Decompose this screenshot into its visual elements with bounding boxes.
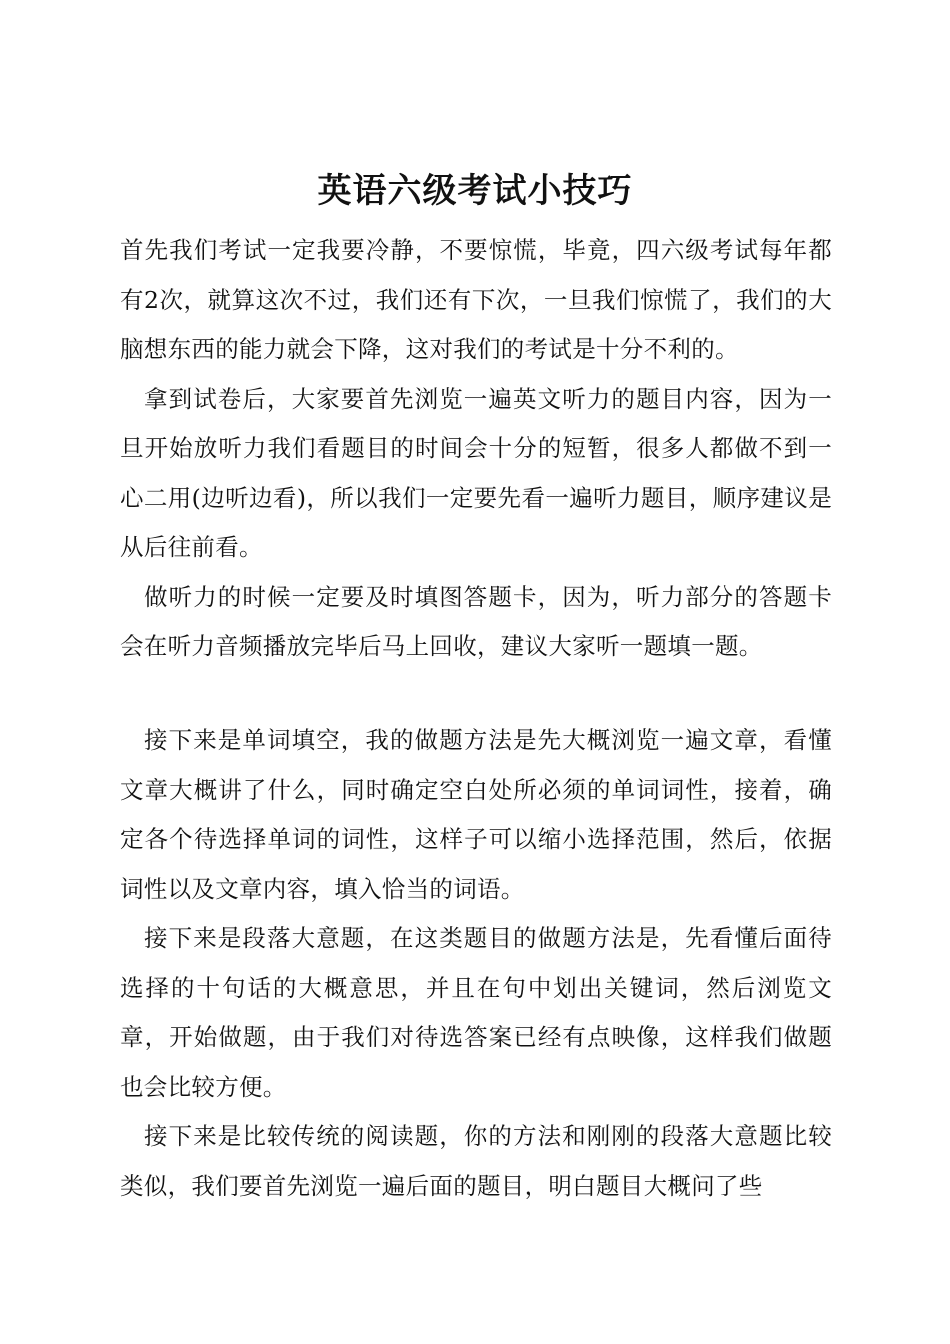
body-block-2 [120, 716, 832, 1211]
document-title: 英语六级考试小技巧 [317, 170, 633, 211]
body-block-1 [120, 226, 832, 672]
paragraph-calm: 首先我们考试一定我要冷静，不要惊慌，毕竟，四六级考试每年都有2次，就算这次不过，我们还有下次，一旦我们惊慌了，我们的大脑想东西的能力就会下降，这对我们的考试是十分不利的。 [120, 236, 832, 363]
paragraph-word-fill: 接下来是单词填空，我的做题方法是先大概浏览一遍文章，看懂文章大概讲了什么，同时确定空白处所必须的单词词性，接着，确定各个待选择单词的词性，这样子可以缩小选择范围，然后，依据词性以及文章内容，填入恰当的词语。 [120, 726, 832, 903]
paragraph-listening-preview: 拿到试卷后，大家要首先浏览一遍英文听力的题目内容，因为一旦开始放听力我们看题目的时间会十分的短暂，很多人都做不到一心二用(边听边看)，所以我们一定要先看一遍听力题目，顺序建议是从后往前看。 [120, 384, 832, 561]
paragraph-reading: 接下来是比较传统的阅读题，你的方法和刚刚的段落大意题比较类似，我们要首先浏览一遍后面的题目，明白题目大概问了些 [120, 1122, 832, 1200]
paragraph-matching: 接下来是段落大意题，在这类题目的做题方法是，先看懂后面待选择的十句话的大概意思，并且在句中划出关键词，然后浏览文章，开始做题，由于我们对待选答案已经有点映像，这样我们做题也会比较方便。 [120, 924, 832, 1101]
paragraph-answer-sheet: 做听力的时候一定要及时填图答题卡，因为，听力部分的答题卡会在听力音频播放完毕后马上回收，建议大家听一题填一题。 [120, 582, 832, 660]
